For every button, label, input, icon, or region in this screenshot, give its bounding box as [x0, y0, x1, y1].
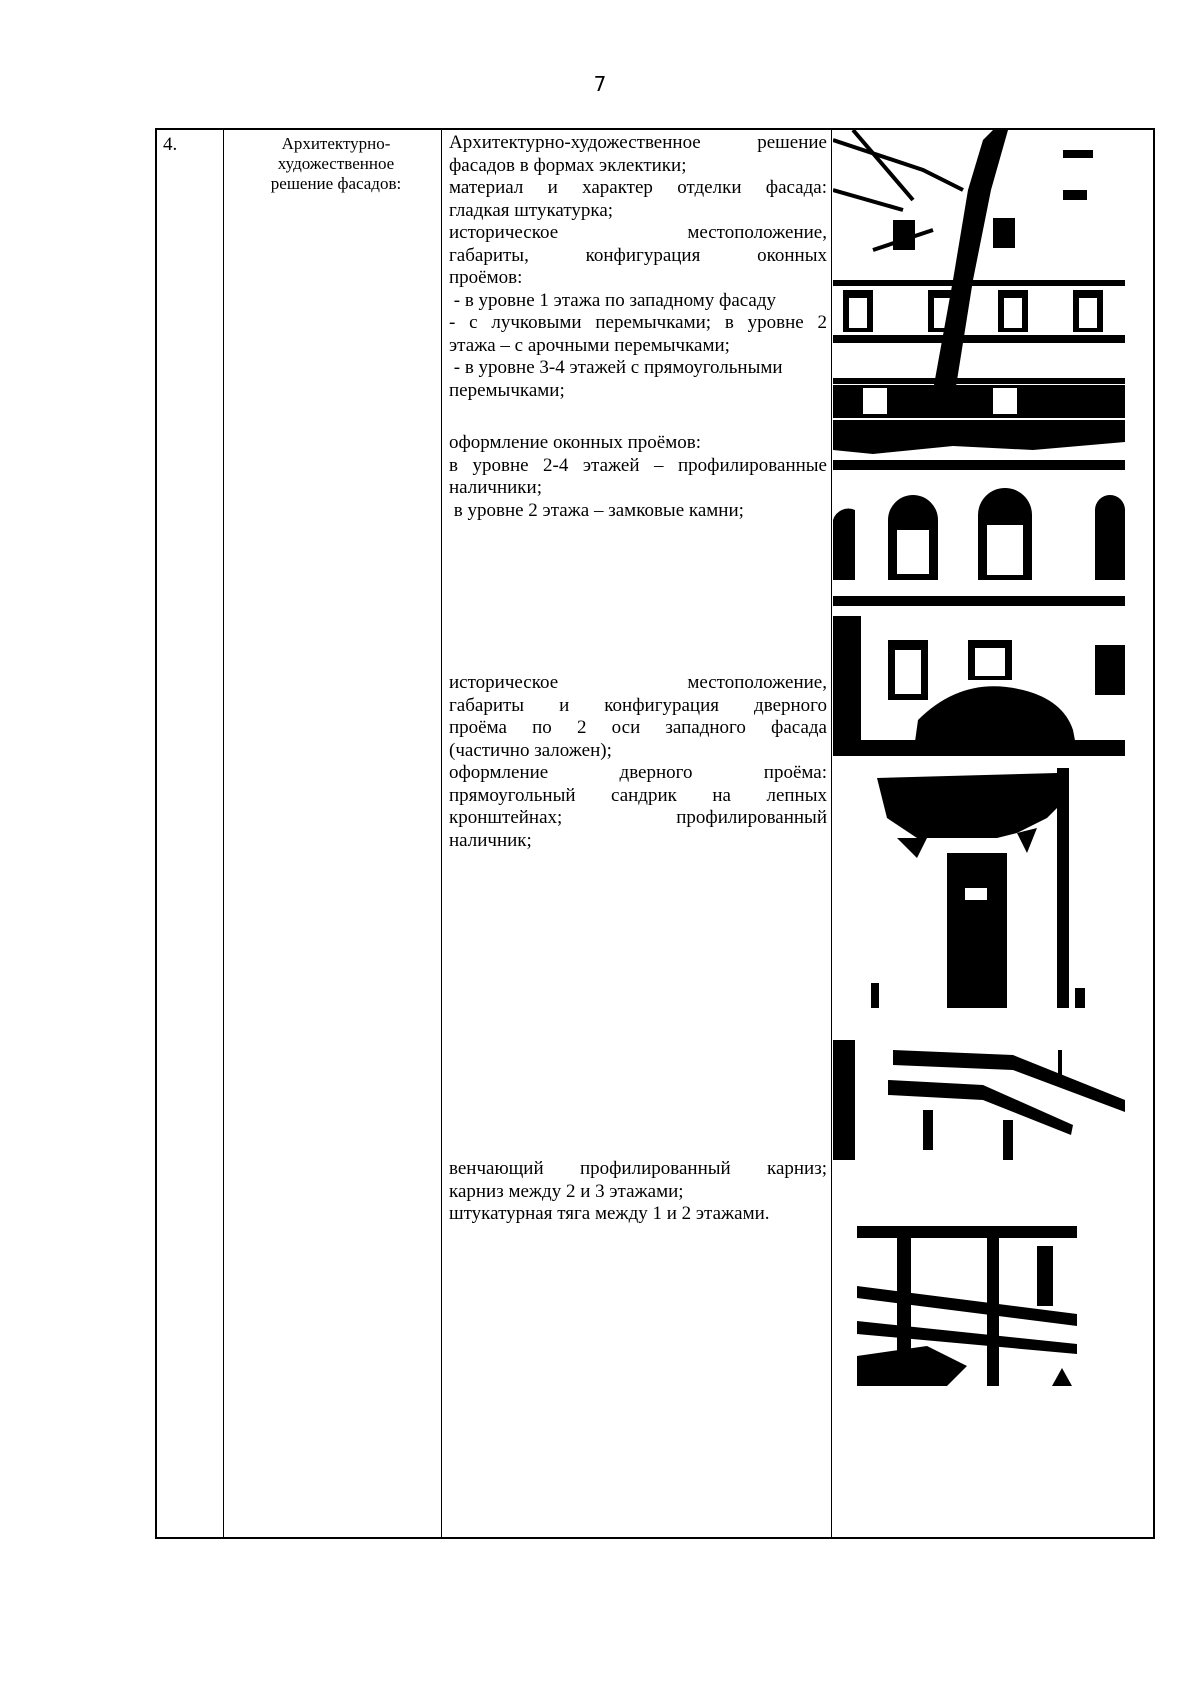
description-windows: Архитектурно-художественное решение фасадов в формах эклектики; материал и характер отделки фасада: гладкая штукатурка; историческое местоположение, габариты, конфигурация оконных проёмов: - в уровне 1 этажа по западному фасаду - с лучковыми перемычками; в уровне 2 этажа – с арочными перемычками; - в уровне 3-4 этажей с прямоугольными перемычками; [449, 132, 827, 401]
description-cornices: венчающий профилированный карниз; карниз между 2 и 3 этажами; штукатурная тяга между 1 и 2 этажами. [449, 1158, 827, 1224]
page-number: 7 [593, 72, 607, 96]
description-window-trim: оформление оконных проёмов: в уровне 2-4 этажей – профилированные наличники; в уровне 2 этажа – замковые камни; [449, 432, 827, 521]
column-divider [831, 130, 832, 1537]
string-course-photo [857, 1226, 1077, 1386]
column-divider [223, 130, 224, 1537]
description-door: историческое местоположение, габариты и конфигурация дверного проёма по 2 оси западного фасада (частично заложен); оформление дверного проёма: прямоугольный сандрик на лепных кронштейнах; профилированный наличник; [449, 672, 827, 851]
column-divider [441, 130, 442, 1537]
row-number: 4. [163, 134, 178, 155]
monument-subject-table [155, 128, 1155, 1539]
element-name: Архитектурно- художественное решение фасадов: [270, 134, 402, 193]
door-portal-photo [857, 758, 1097, 1008]
cornice-photo [833, 1040, 1125, 1160]
arched-windows-photo [833, 420, 1125, 756]
facade-tree-photo [833, 130, 1125, 418]
